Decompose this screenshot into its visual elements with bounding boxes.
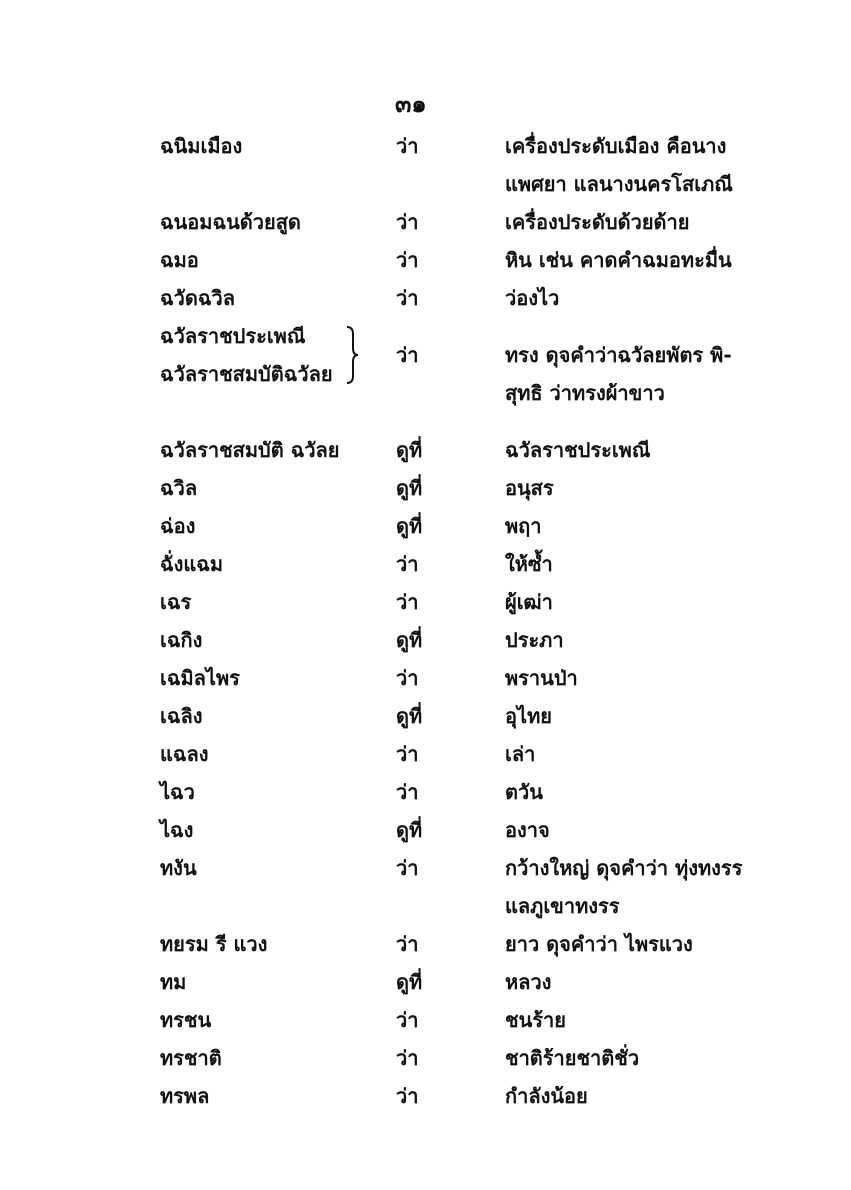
entry-term: ฉนอมฉนด้วยสูด xyxy=(160,210,301,234)
entry-term: ฉวิล xyxy=(160,476,198,500)
entry-definition: ชาติร้ายชาติชั่ว xyxy=(505,1046,640,1070)
entry-definition: พฤา xyxy=(505,514,542,538)
entry-definition: เล่า xyxy=(505,742,536,766)
entry-definition: เครื่องประดับเมือง คือนาง xyxy=(505,134,727,158)
right-brace-icon xyxy=(345,326,359,384)
entry-term: เฉกิง xyxy=(160,628,203,652)
entry-relation: ดูที่ xyxy=(396,970,423,994)
entry-relation: ว่า xyxy=(396,286,419,310)
entry-definition: ตวัน xyxy=(505,780,543,804)
entry-term: ทรพล xyxy=(160,1084,210,1108)
entry-relation: ว่า xyxy=(396,666,419,690)
entry-relation: ว่า xyxy=(396,742,419,766)
entry-relation: ว่า xyxy=(396,780,419,804)
entry-term: เฉลิง xyxy=(160,704,203,728)
entry-term: ทม xyxy=(160,970,187,994)
entry-definition: ยาว ดุจคำว่า ไพรแวง xyxy=(505,932,693,956)
entry-term: ฉั่งแฉม xyxy=(160,552,224,576)
entry-term: ฉ่อง xyxy=(160,514,196,538)
entry-definition: ผู้เฒ่า xyxy=(505,590,553,614)
entry-definition: หิน เช่น คาดคำฉมอทะมื่น xyxy=(505,248,732,272)
entry-relation: ว่า xyxy=(396,210,419,234)
entry-term: ทรชาติ xyxy=(160,1046,222,1070)
entry-term: ฉวัลราชสมบัติ ฉวัลย xyxy=(160,438,340,462)
entry-relation: ดูที่ xyxy=(396,438,423,462)
entry-term: ฉมอ xyxy=(160,248,199,272)
entry-relation: ดูที่ xyxy=(396,476,423,500)
entry-term: ทงัน xyxy=(160,856,197,880)
entry-relation: ว่า xyxy=(396,1046,419,1070)
entry-definition: ชนร้าย xyxy=(505,1008,566,1032)
entry-relation: ดูที่ xyxy=(396,628,423,652)
entry-relation: ว่า xyxy=(396,1008,419,1032)
entry-relation: ว่า xyxy=(396,1084,419,1108)
entry-term: เฉร xyxy=(160,590,192,614)
entry-relation: ว่า xyxy=(396,590,419,614)
entry-definition: สุทธิ ว่าทรงผ้าขาว xyxy=(505,381,665,405)
entry-definition: องาจ xyxy=(505,818,550,842)
entry-definition: แลภูเขาทงรร xyxy=(505,894,620,918)
entry-definition: ฉวัลราชประเพณี xyxy=(505,438,651,462)
entry-term: เฉมิลไพร xyxy=(160,666,240,690)
entry-relation: ว่า xyxy=(396,856,419,880)
entry-term: ทรชน xyxy=(160,1008,212,1032)
entry-term: ทยรม รี แวง xyxy=(160,932,268,956)
entry-definition: อุไทย xyxy=(505,704,552,728)
entry-definition: หลวง xyxy=(505,970,552,994)
entry-term: ฉวัดฉวิล xyxy=(160,286,235,310)
entry-relation: ดูที่ xyxy=(396,818,423,842)
entry-term: ฉวัลราชประเพณี xyxy=(160,324,306,348)
entry-definition: พรานป่า xyxy=(505,666,578,690)
entry-relation: ว่า xyxy=(396,343,419,367)
entry-definition: ว่องไว xyxy=(505,286,560,310)
entry-term: ไฉง xyxy=(160,818,194,842)
entry-term: แฉลง xyxy=(160,742,209,766)
entry-definition: กว้างใหญ่ ดุจคำว่า ทุ่งทงรร xyxy=(505,856,743,880)
entry-definition: ทรง ดุจคำว่าฉวัลยพัตร พิ- xyxy=(505,343,732,367)
entry-relation: ว่า xyxy=(396,248,419,272)
entry-definition: กำลังน้อย xyxy=(505,1084,588,1108)
entry-relation: ว่า xyxy=(396,134,419,158)
entry-definition: เครื่องประดับด้วยด้าย xyxy=(505,210,690,234)
entry-term: ฉนิมเมือง xyxy=(160,134,243,158)
entry-relation: ว่า xyxy=(396,552,419,576)
entry-definition: อนุสร xyxy=(505,476,554,500)
entry-term: ไฉว xyxy=(160,780,195,804)
entry-term: ฉวัลราชสมบัติฉวัลย xyxy=(160,362,333,386)
entry-relation: ว่า xyxy=(396,932,419,956)
entry-definition: แพศยา แลนางนครโสเภณี xyxy=(505,172,733,196)
entry-relation: ดูที่ xyxy=(396,514,423,538)
entry-definition: ให้ซ้ำ xyxy=(505,552,553,576)
page-number: ๓๑ xyxy=(395,90,427,118)
entry-relation: ดูที่ xyxy=(396,704,423,728)
entry-definition: ประภา xyxy=(505,628,564,652)
